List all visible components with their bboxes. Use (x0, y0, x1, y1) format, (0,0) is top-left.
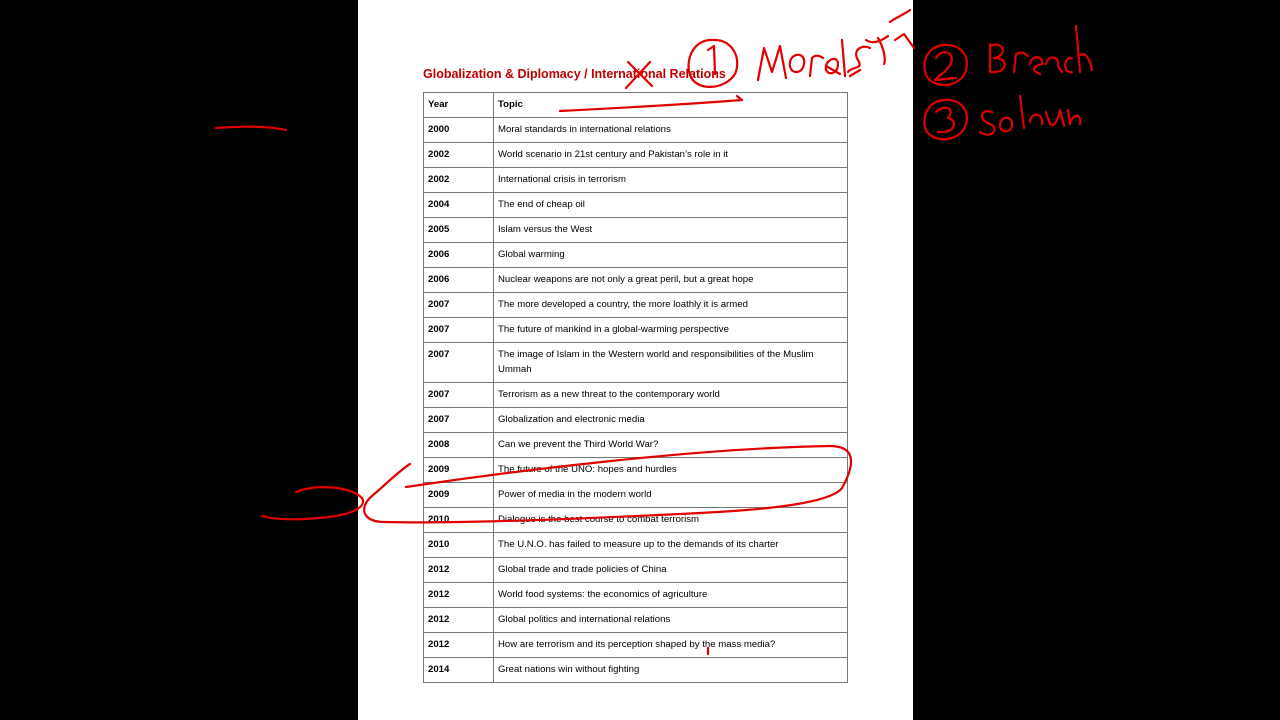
row-year: 2012 (424, 608, 494, 633)
row-topic: Terrorism as a new threat to the contemporary world (494, 383, 848, 408)
row-topic: Power of media in the modern world (494, 483, 848, 508)
row-year: 2012 (424, 633, 494, 658)
row-year: 2007 (424, 383, 494, 408)
row-year: 2007 (424, 343, 494, 383)
row-year: 2002 (424, 143, 494, 168)
table-body (424, 118, 848, 683)
header-year: Year (424, 93, 494, 118)
document-page (358, 0, 913, 720)
row-topic: Global trade and trade policies of China (494, 558, 848, 583)
row-topic: Dialogue is the best course to combat terrorism (494, 508, 848, 533)
table-row (424, 658, 848, 683)
table-row (424, 343, 848, 383)
row-topic: The more developed a country, the more loathly it is armed (494, 293, 848, 318)
table-row (424, 483, 848, 508)
word-breach (990, 26, 1092, 74)
table-row (424, 408, 848, 433)
row-topic: The image of Islam in the Western world and responsibilities of the Muslim Ummah (494, 343, 848, 383)
row-year: 2014 (424, 658, 494, 683)
row-topic: How are terrorism and its perception shaped by the mass media? (494, 633, 848, 658)
table-header-row (424, 93, 848, 118)
arrow-mark (262, 487, 363, 519)
row-year: 2005 (424, 218, 494, 243)
topics-table (423, 92, 848, 683)
table-row (424, 508, 848, 533)
table-row (424, 318, 848, 343)
row-year: 2009 (424, 483, 494, 508)
row-year: 2012 (424, 558, 494, 583)
row-year: 2012 (424, 583, 494, 608)
row-year: 2007 (424, 318, 494, 343)
row-topic: World scenario in 21st century and Pakistan’s role in it (494, 143, 848, 168)
row-topic: The future of the UNO: hopes and hurdles (494, 458, 848, 483)
row-topic: Nuclear weapons are not only a great peril, but a great hope (494, 268, 848, 293)
row-year: 2010 (424, 508, 494, 533)
row-topic: Moral standards in international relations (494, 118, 848, 143)
row-year: 2007 (424, 408, 494, 433)
table-row (424, 168, 848, 193)
row-year: 2010 (424, 533, 494, 558)
row-topic: Globalization and electronic media (494, 408, 848, 433)
row-topic: International crisis in terrorism (494, 168, 848, 193)
table-row (424, 558, 848, 583)
table-row (424, 458, 848, 483)
circle-two (924, 45, 967, 85)
table-row (424, 633, 848, 658)
row-year: 2004 (424, 193, 494, 218)
row-year: 2006 (424, 268, 494, 293)
table-row (424, 583, 848, 608)
margin-dash (216, 127, 286, 130)
table-row (424, 193, 848, 218)
row-year: 2008 (424, 433, 494, 458)
page-title: Globalization & Diplomacy / International Relations (423, 67, 726, 81)
row-topic: Can we prevent the Third World War? (494, 433, 848, 458)
numeral-two (935, 52, 956, 80)
table-row (424, 533, 848, 558)
row-topic: Islam versus the West (494, 218, 848, 243)
row-topic: Global politics and international relations (494, 608, 848, 633)
table-row (424, 293, 848, 318)
table-row (424, 608, 848, 633)
row-topic: Great nations win without fighting (494, 658, 848, 683)
table-row (424, 383, 848, 408)
row-year: 2009 (424, 458, 494, 483)
table-row (424, 243, 848, 268)
row-topic: The future of mankind in a global-warming perspective (494, 318, 848, 343)
row-year: 2000 (424, 118, 494, 143)
word-solution (980, 96, 1080, 135)
table-row (424, 143, 848, 168)
row-topic: Global warming (494, 243, 848, 268)
row-year: 2002 (424, 168, 494, 193)
table-row (424, 118, 848, 143)
row-topic: World food systems: the economics of agriculture (494, 583, 848, 608)
row-topic: The end of cheap oil (494, 193, 848, 218)
table-row (424, 433, 848, 458)
table-row (424, 268, 848, 293)
table-row (424, 218, 848, 243)
header-topic: Topic (494, 93, 848, 118)
row-year: 2007 (424, 293, 494, 318)
numeral-three (936, 108, 954, 132)
row-topic: The U.N.O. has failed to measure up to the demands of its charter (494, 533, 848, 558)
circle-three (924, 100, 967, 139)
row-year: 2006 (424, 243, 494, 268)
